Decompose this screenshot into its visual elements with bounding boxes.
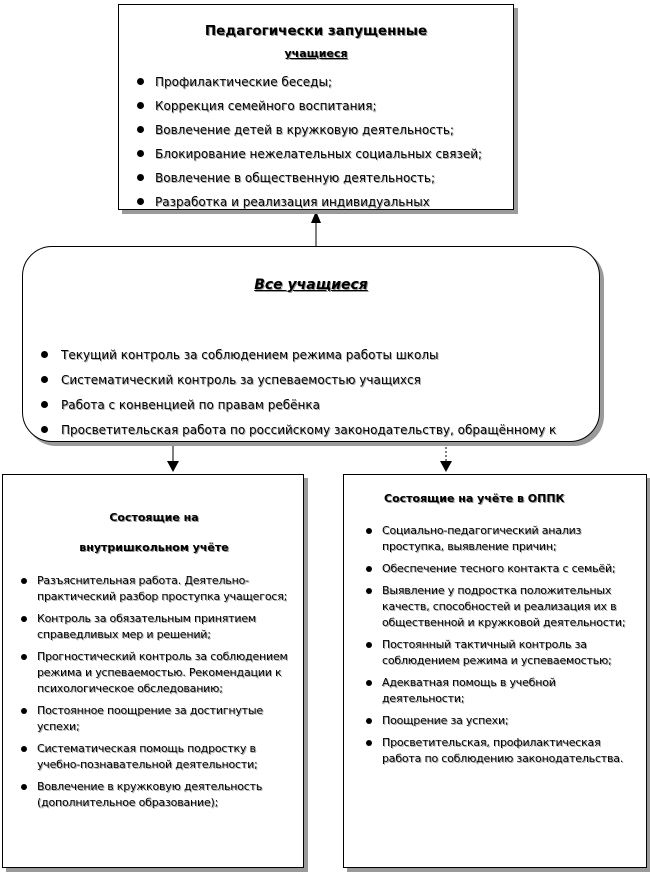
list-item: Прогностический контроль за соблюдением режима и успеваемостью. Рекомендации к психологическое обследованию; <box>15 649 293 697</box>
list-item: Профилактические беседы; <box>137 74 513 90</box>
list-item: Вовлечение в общественную деятельность; <box>137 170 513 186</box>
top-box-subtitle: учащиеся <box>284 47 348 60</box>
middle-box-list <box>23 347 599 438</box>
left-box-list <box>15 573 293 811</box>
list-item: Выявление у подростка положительных качеств, способностей и реализация их в общественной и кружковой деятельности; <box>360 583 638 631</box>
right-box-title: Состоящие на учёте в ОППК <box>384 492 565 505</box>
list-item: Текущий контроль за соблюдением режима работы школы <box>41 347 599 363</box>
list-item: Просветительская, профилактическая работа по соблюдению законодательства. <box>360 735 638 767</box>
list-item: Разъяснительная работа. Деятельно-практический разбор проступка учащегося; <box>15 573 293 605</box>
list-item: Социально-педагогический анализ проступка, выявление причин; <box>360 523 638 555</box>
list-item: Постоянное поощрение за достигнутые успехи; <box>15 703 293 735</box>
arrow-to-top-head <box>311 211 321 223</box>
list-item: Блокирование нежелательных социальных связей; <box>137 146 513 162</box>
left-box-title-line1: Состоящие на <box>109 511 199 524</box>
list-item: Систематический контроль за успеваемостью учащихся <box>41 372 599 388</box>
list-item: Вовлечение в кружковую деятельность (дополнительное образование); <box>15 779 293 811</box>
list-item: Работа с конвенцией по правам ребёнка <box>41 397 599 413</box>
top-box-list <box>119 74 513 210</box>
list-item: Поощрение за успехи; <box>360 713 638 729</box>
list-item: Вовлечение детей в кружковую деятельность; <box>137 122 513 138</box>
oppk-registry-box <box>343 474 647 868</box>
list-item: Просветительская работа по российскому законодательству, обращённому к <box>41 422 599 438</box>
list-item: Разработка и реализация индивидуальных <box>137 194 513 210</box>
list-item: Коррекция семейного воспитания; <box>137 98 513 114</box>
left-box-title-line2: внутришкольном учёте <box>79 541 229 554</box>
right-box-list <box>360 523 638 767</box>
all-students-box <box>22 246 600 442</box>
list-item: Контроль за обязательным принятием справедливых мер и решений; <box>15 611 293 643</box>
arrow-to-left-head <box>167 461 179 472</box>
arrow-to-right-head <box>440 461 452 472</box>
list-item: Адекватная помощь в учебной деятельности; <box>360 675 638 707</box>
list-item: Систематическая помощь подростку в учебно-познавательной деятельности; <box>15 741 293 773</box>
middle-box-title: Все учащиеся <box>254 277 368 293</box>
top-box-title: Педагогически запущенные <box>204 23 428 39</box>
list-item: Обеспечение тесного контакта с семьёй; <box>360 561 638 577</box>
internal-registry-box <box>2 474 304 868</box>
pedagogically-neglected-box <box>118 4 514 210</box>
list-item: Постоянный тактичный контроль за соблюдением режима и успеваемостью; <box>360 637 638 669</box>
